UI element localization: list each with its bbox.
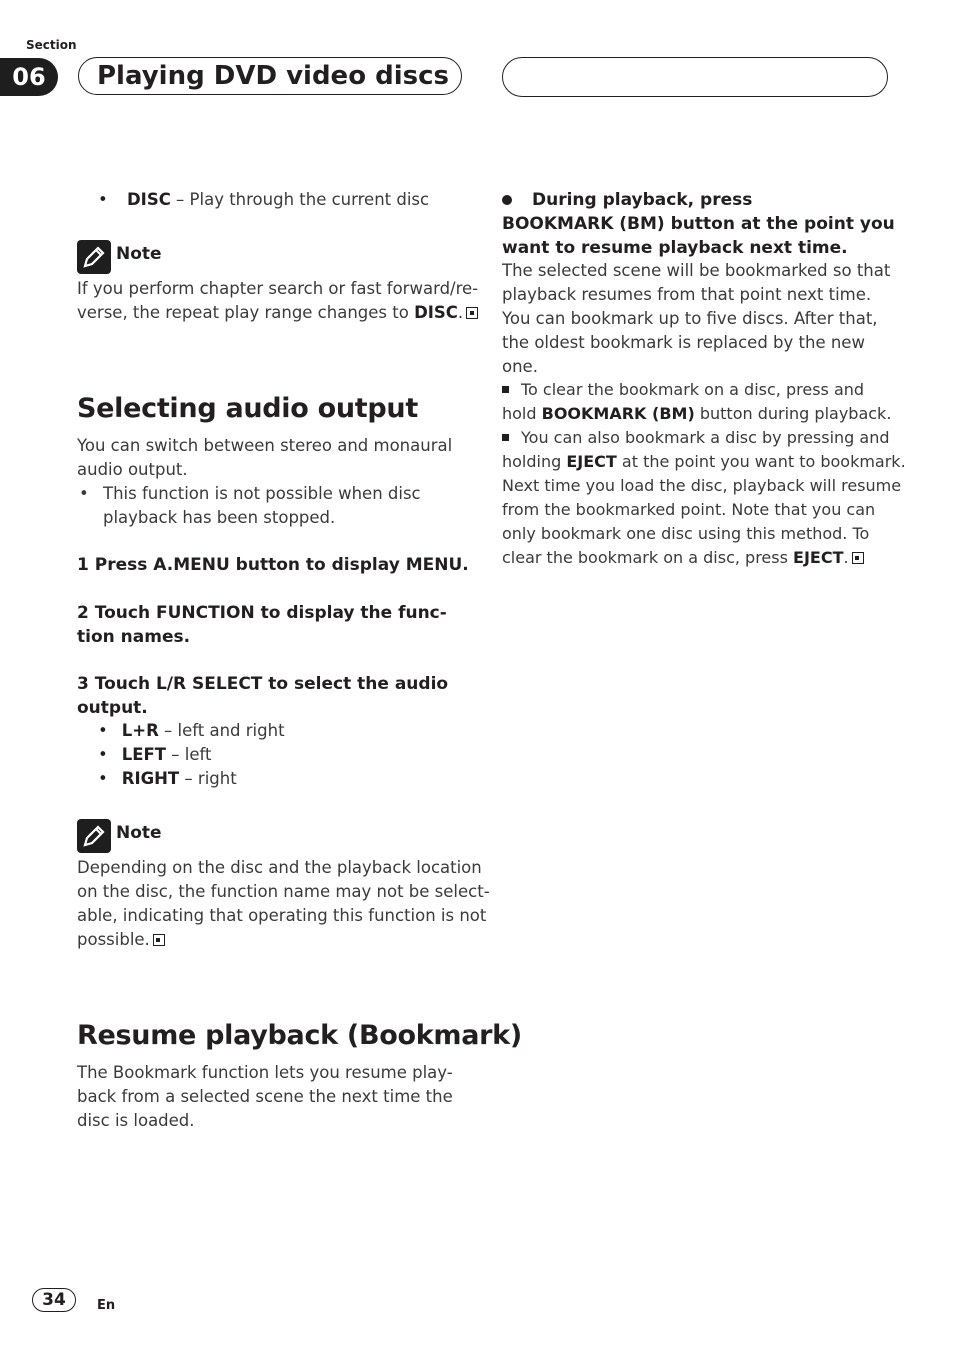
disc-bullet (98, 188, 429, 212)
audio-intro (77, 434, 452, 482)
note-label: Note (116, 244, 162, 264)
step-1: 1 Press A.MENU button to display MENU. (77, 555, 469, 575)
option-key: L+R (121, 721, 159, 740)
note2-line: able, indicating that operating this function is not (77, 906, 487, 925)
option-key: LEFT (121, 745, 167, 764)
option-key: RIGHT (121, 769, 180, 788)
tip-line: from the bookmarked point. Note that you can (502, 500, 876, 519)
step-2-line: 2 Touch FUNCTION to display the func- (77, 603, 447, 623)
note2-line: on the disc, the function name may not be select- (77, 882, 490, 901)
section-number-badge: 06 (0, 58, 58, 96)
step-2-line: tion names. (77, 627, 191, 647)
note-label: Note (116, 823, 162, 843)
chapter-title: Playing DVD video discs (78, 57, 462, 95)
tip-bold: EJECT (793, 548, 844, 567)
step-3 (77, 672, 448, 720)
bookmark-intro-line: The Bookmark function lets you resume play- (77, 1063, 453, 1082)
bullet-dot: • (98, 190, 108, 209)
audio-intro-line: audio output. (77, 460, 188, 479)
stop-icon (852, 552, 864, 564)
tip-line: You can also bookmark a disc by pressing and (521, 428, 890, 447)
tip-line: To clear the bookmark on a disc, press and (521, 380, 865, 399)
tip-line: clear the bookmark on a disc, press (502, 548, 794, 567)
audio-options (98, 719, 285, 791)
option-item: • LEFT – left (98, 745, 212, 764)
note-pencil-icon (77, 240, 111, 274)
tip-line: . (843, 548, 849, 567)
explanation-line: the oldest bookmark is replaced by the new (502, 333, 865, 352)
note1-bold: DISC (414, 303, 458, 322)
square-bullet (502, 386, 509, 393)
note2-line: possible. (77, 930, 150, 949)
tip-line: button during playback. (694, 404, 892, 423)
instruction-dot (502, 195, 512, 205)
audio-bullet-line: This function is not possible when disc (103, 484, 421, 503)
note1-line: If you perform chapter search or fast forward/re- (77, 279, 479, 298)
disc-key: DISC (126, 190, 171, 209)
heading-resume-bookmark: Resume playback (Bookmark) (77, 1020, 522, 1051)
tip-line: hold (502, 404, 542, 423)
option-text: – left and right (158, 721, 285, 740)
option-item: • RIGHT – right (98, 769, 237, 788)
note2-text (77, 856, 490, 952)
tip-line: holding (502, 452, 567, 471)
disc-text: – Play through the current disc (170, 190, 430, 209)
option-text: – right (179, 769, 237, 788)
tip-line: only bookmark one disc using this method. To (502, 524, 870, 543)
instruction-line: BOOKMARK (BM) button at the point you (502, 214, 895, 234)
note1-text (77, 277, 478, 325)
tip-line: at the point you want to bookmark. (616, 452, 906, 471)
option-item: • L+R – left and right (98, 721, 285, 740)
note-pencil-icon (77, 819, 111, 853)
explanation-line: The selected scene will be bookmarked so that (502, 261, 891, 280)
tip-bold: BOOKMARK (BM) (541, 404, 695, 423)
step-3-line: output. (77, 698, 148, 718)
stop-icon (466, 307, 478, 319)
bookmark-instruction (502, 188, 895, 260)
bookmark-tips (502, 378, 906, 570)
note2-line: Depending on the disc and the playback location (77, 858, 482, 877)
step-3-line: 3 Touch L/R SELECT to select the audio (77, 674, 449, 694)
page-number: 34 (32, 1288, 76, 1312)
stop-icon (153, 934, 165, 946)
bullet-dot: • (79, 484, 89, 503)
note1-line: verse, the repeat play range changes to (77, 303, 415, 322)
explanation-line: one. (502, 357, 538, 376)
audio-bullet (77, 482, 421, 530)
heading-selecting-audio: Selecting audio output (77, 393, 418, 424)
bookmark-intro-line: back from a selected scene the next time the (77, 1087, 453, 1106)
language-code: En (97, 1298, 116, 1313)
note1-line-end: . (457, 303, 464, 322)
instruction-line: During playback, press (532, 190, 753, 210)
tip-bold: EJECT (566, 452, 617, 471)
section-label: Section (26, 38, 77, 52)
explanation-line: playback resumes from that point next time. (502, 285, 872, 304)
bookmark-explanation (502, 259, 890, 379)
explanation-line: You can bookmark up to five discs. After that, (502, 309, 878, 328)
tip-line: Next time you load the disc, playback will resume (502, 476, 902, 495)
square-bullet (502, 434, 509, 441)
audio-intro-line: You can switch between stereo and monaural (77, 436, 453, 455)
instruction-line: want to resume playback next time. (502, 238, 848, 258)
bookmark-intro (77, 1061, 453, 1133)
audio-bullet-line: playback has been stopped. (103, 508, 336, 527)
header-empty-box (502, 57, 888, 97)
step-2 (77, 601, 447, 649)
bookmark-intro-line: disc is loaded. (77, 1111, 195, 1130)
option-text: – left (166, 745, 212, 764)
